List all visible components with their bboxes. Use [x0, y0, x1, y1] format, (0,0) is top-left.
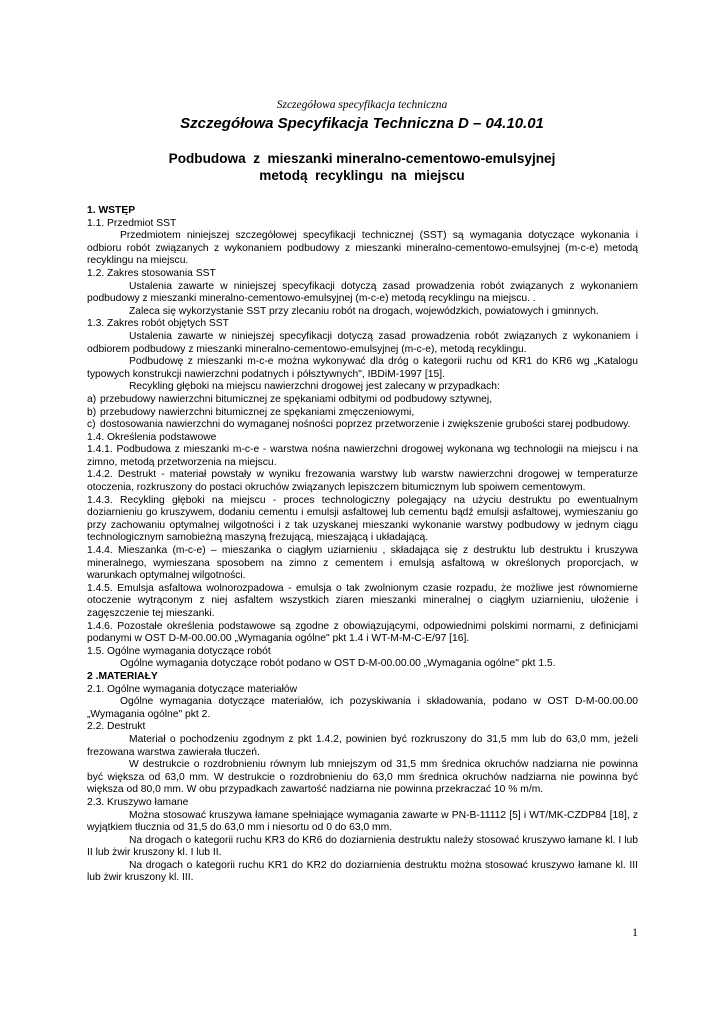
- subsection-heading: 2.1. Ogólne wymagania dotyczące materiałów: [87, 683, 298, 695]
- list-item: [87, 419, 638, 432]
- subject-line-1: Podbudowa z mieszanki mineralno-cementowo-emulsyjnej: [168, 151, 556, 166]
- running-header: Szczegółowa specyfikacja techniczna: [276, 99, 448, 111]
- definition-paragraph: 1.4.2. Destrukt - materiał powstały w wyniku frezowania warstwy lub warstw nawierzchni drogowej w temperaturze otoczenia, rozkruszony do postaci okruchów związanych lepiszczem bitumicznym lub spoiwem cementowym.: [87, 469, 638, 494]
- list-marker: b): [87, 406, 97, 418]
- paragraph: Na drogach o kategorii ruchu KR1 do KR2 do doziarnienia destruktu można stosować kruszywo łamane kl. III lub żwir kruszony kl. III.: [87, 859, 638, 884]
- paragraph: Ogólne wymagania dotyczące materiałów, ich pozyskiwania i składowania, podano w OST D-M-00.00.00 „Wymagania ogólne" pkt 2.: [87, 696, 638, 720]
- subsection-heading: 1.2. Zakres stosowania SST: [87, 267, 216, 279]
- list-item: [87, 407, 638, 420]
- paragraph: Ogólne wymagania dotyczące robót podano w OST D-M-00.00.00 „Wymagania ogólne" pkt 1.5.: [120, 658, 556, 670]
- paragraph: Podbudowę z mieszanki m-c-e można wykonywać dla dróg o kategorii ruchu od KR1 do KR6 wg „Katalogu typowych konstrukcji nawierzchni podatnych i półsztywnych", IBDiM-1997 [15].: [87, 356, 638, 380]
- list-text: dostosowania nawierzchni do wymaganej nośności poprzez przetworzenie i zwiększenie grubości starej podbudowy.: [100, 419, 631, 431]
- subsection-heading: 2.2. Destrukt: [87, 721, 146, 733]
- paragraph: W destrukcie o rozdrobnieniu równym lub mniejszym od 31,5 mm średnica okruchów nadziarna nie powinna być większa od 63,0 mm. W destrukcie o rozdrobnieniu do 63,0 mm średnica okruchów nadziarna nie powinna być większa od 80,0 mm. W obu przypadkach zawartość nadziarna nie powinna przekraczać 10 % m/m.: [87, 759, 638, 796]
- document-title: Szczegółowa Specyfikacja Techniczna D – 04.10.01: [180, 115, 544, 132]
- paragraph: Ustalenia zawarte w niniejszej specyfikacji dotyczą zasad prowadzenia robót związanych z wykonaniem i odbiorem podbudowy z mieszanki mineralno-cementowo-emulsyjnej (m-c-e), metodą recyklingu.: [87, 330, 638, 355]
- list-marker: a): [87, 393, 97, 405]
- subsection-heading: 1.1. Przedmiot SST: [87, 217, 177, 229]
- list-marker: c): [87, 419, 96, 431]
- section-heading: 2 .MATERIAŁY: [87, 670, 158, 682]
- subsection-heading: 1.3. Zakres robót objętych SST: [87, 318, 229, 330]
- subject-line-2: metodą recyklingu na miejscu: [259, 168, 465, 183]
- document-subject: [0, 150, 724, 184]
- definition-paragraph: 1.4.1. Podbudowa z mieszanki m-c-e - warstwa nośna nawierzchni drogowej wykonana wg technologii na miejscu i na zimno, metodą przetworzenia na miejscu.: [87, 444, 638, 468]
- subsection-heading: 1.5. Ogólne wymagania dotyczące robót: [87, 645, 271, 657]
- paragraph: Zaleca się wykorzystanie SST przy zlecaniu robót na drogach, wojewódzkich, powiatowych i gminnych.: [129, 305, 599, 317]
- subsection-heading: 2.3. Kruszywo łamane: [87, 796, 189, 808]
- definition-paragraph: 1.4.5. Emulsja asfaltowa wolnorozpadowa - emulsja o tak zwolnionym czasie rozpadu, że możliwe jest równomierne otoczenie wytrąconym z niej asfaltem wszystkich ziaren mieszanki mineralnej o ciągłym uziarnieniu, ułożenie i zagęszczenie tej mieszanki.: [87, 582, 638, 619]
- paragraph: Można stosować kruszywa łamane spełniające wymagania zawarte w PN-B-11112 [5] i WT/MK-CZDP84 [18], z wyjątkiem tłucznia od 31,5 do 63,0 mm i niesortu od 0 do 63,0 mm.: [87, 809, 638, 834]
- paragraph: Ustalenia zawarte w niniejszej specyfikacji dotyczą zasad prowadzenia robót związanych z wykonaniem podbudowy z mieszanki mineralno-cementowo-emulsyjnej (m-c-e) metodą recyklingu na miejscu. .: [87, 280, 638, 305]
- paragraph: Materiał o pochodzeniu zgodnym z pkt 1.4.2, powinien być rozkruszony do 31,5 mm lub do 63,0 mm, jeżeli frezowana warstwa zawierała tłuczeń.: [87, 733, 638, 758]
- subsection-heading: 1.4. Określenia podstawowe: [87, 431, 217, 443]
- list-text: przebudowy nawierzchni bitumicznej ze spękaniami zmęczeniowymi,: [100, 406, 415, 418]
- page-number: 1: [632, 925, 638, 939]
- definition-paragraph: 1.4.6. Pozostałe określenia podstawowe są zgodne z obowiązującymi, odpowiednimi polskimi normami, z definicjami podanymi w OST D-M-00.00.00 „Wymagania ogólne" pkt 1.4 i WT-M-M-C-E/97 [16].: [87, 620, 638, 645]
- list-text: przebudowy nawierzchni bitumicznej ze spękaniami odbitymi od podbudowy sztywnej,: [100, 393, 493, 405]
- section-heading: 1. WSTĘP: [87, 205, 136, 216]
- paragraph: Recykling głęboki na miejscu nawierzchni drogowej jest zalecany w przypadkach:: [129, 381, 500, 393]
- definition-paragraph: 1.4.3. Recykling głęboki na miejscu - proces technologiczny polegający na użyciu destruktu po ewentualnym doziarnieniu go kruszywem, dodaniu cementu i emulsji asfaltowej lub cementu bądź emulsji asfaltowej, wymieszaniu go przy zachowaniu optymalnej wilgotności i z tak uzyskanej mieszanki wykonanie warstwy podbudowy w jednym ciągu technologicznym samobieżną maszyną frezującą, mieszającą i układającą.: [87, 494, 638, 544]
- document-body: [87, 205, 638, 885]
- list-item: [87, 394, 638, 407]
- paragraph: Na drogach o kategorii ruchu KR3 do KR6 do doziarnienia destruktu należy stosować kruszywo łamane kl. I lub II lub żwir kruszony kl. I lub II.: [87, 834, 638, 859]
- definition-paragraph: 1.4.4. Mieszanka (m-c-e) – mieszanka o ciągłym uziarnieniu , składająca się z destruktu lub destruktu i kruszywa mineralnego, wymieszana sposobem na zimno z cementem i emulsją asfaltową w określonych proporcjach, w warunkach optymalnej wilgotności.: [87, 545, 638, 582]
- paragraph: Przedmiotem niniejszej szczegółowej specyfikacji technicznej (SST) są wymagania dotyczące wykonania i odbioru robót związanych z wykonaniem podbudowy z mieszanki mineralno-cementowo-emulsyjnej (m-c-e) metodą recyklingu na miejscu.: [87, 230, 638, 267]
